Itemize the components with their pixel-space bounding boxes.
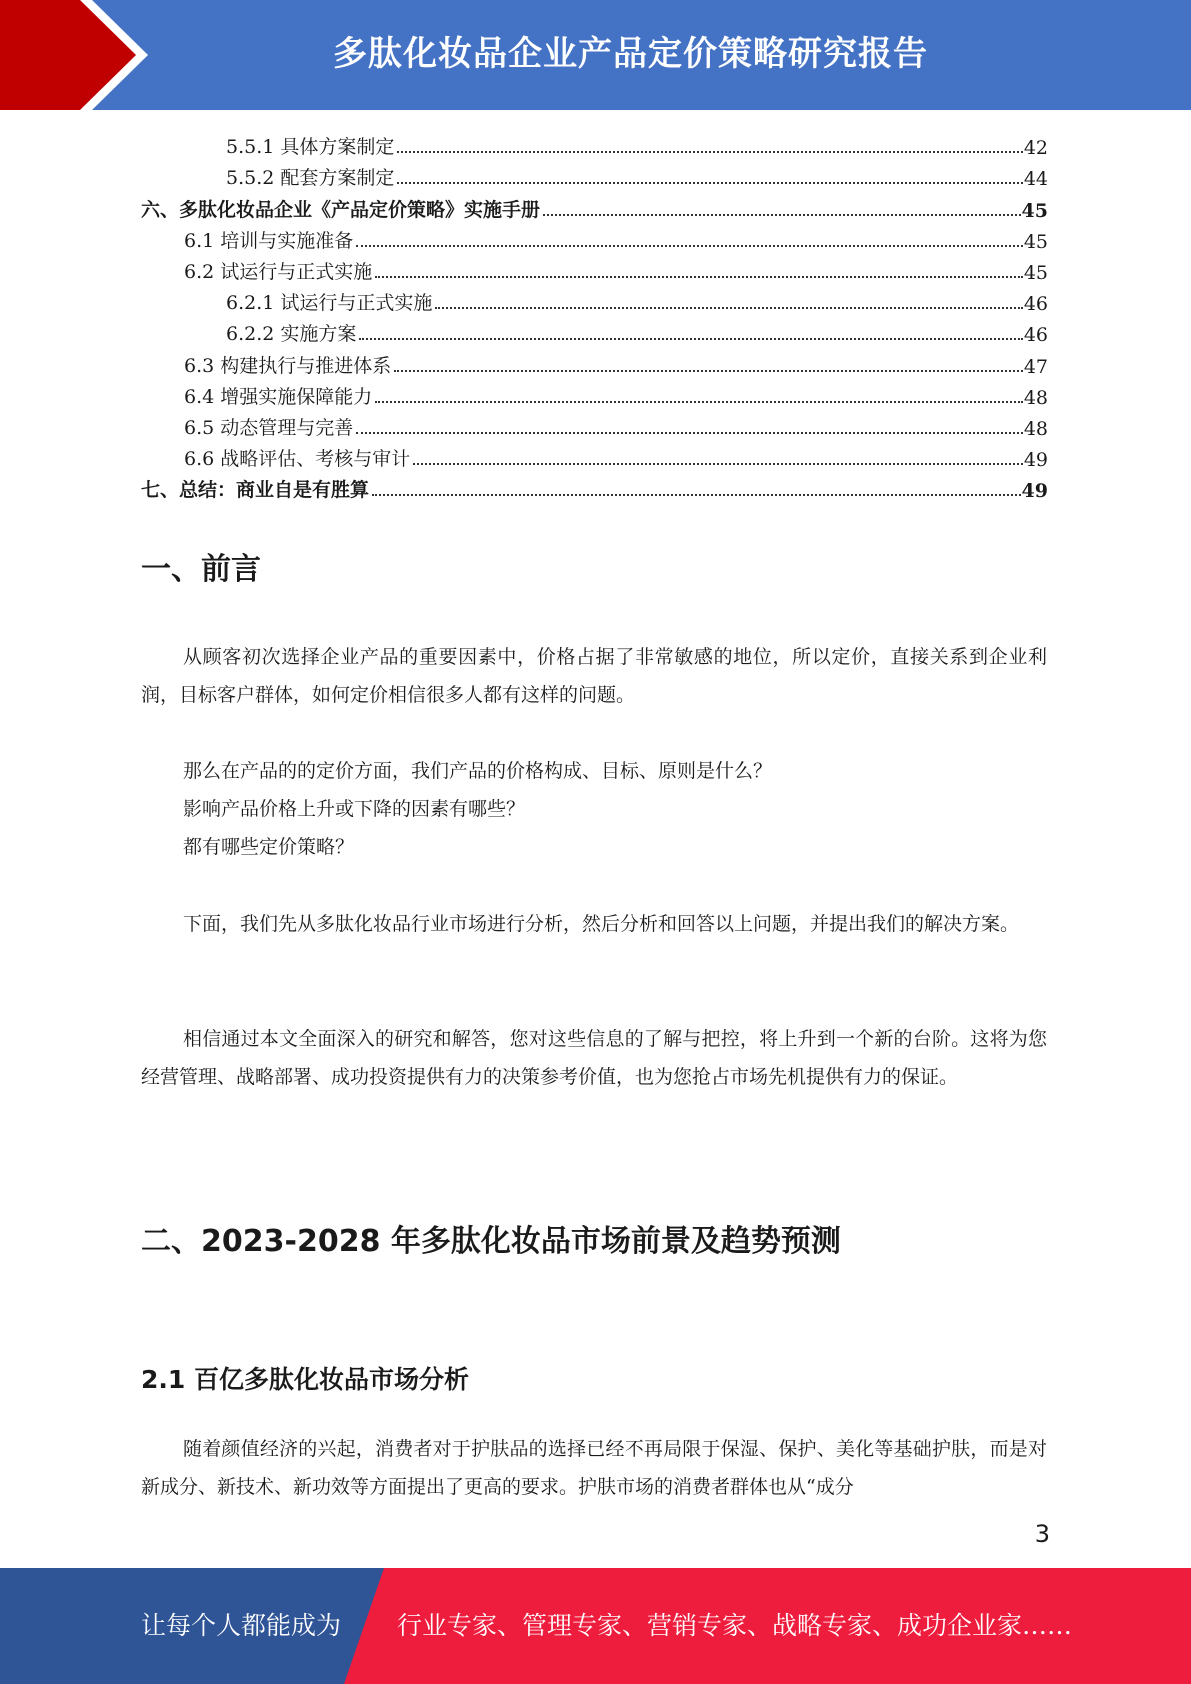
header-title: 多肽化妆品企业产品定价策略研究报告 (333, 34, 928, 74)
toc-entry[interactable] (141, 128, 1048, 159)
toc-entry-page: 45 (1023, 261, 1048, 284)
toc-entry[interactable] (141, 409, 1048, 440)
toc-entry-page: 45 (1023, 230, 1048, 253)
toc-entry[interactable] (141, 378, 1048, 409)
toc-dot-leader (372, 486, 1021, 496)
toc-entry[interactable] (141, 222, 1048, 253)
toc-entry[interactable] (141, 471, 1048, 502)
toc-dot-leader (375, 268, 1023, 278)
toc-entry[interactable] (141, 284, 1048, 315)
toc-entry-page: 46 (1023, 293, 1048, 316)
market-analysis-paragraph: 随着颜值经济的兴起，消费者对于护肤品的选择已经不再局限于保湿、保护、美化等基础护肤，而是对新成分、新技术、新功效等方面提出了更高的要求。护肤市场的消费者群体也从“成分 (141, 1438, 1047, 1498)
toc-entry-title: 6.2 试运行与正式实施 (184, 260, 373, 283)
toc-entry-page: 49 (1023, 449, 1048, 472)
footer-slogan-left: 让每个人都能成为 (141, 1611, 342, 1640)
toc-entry-page: 47 (1023, 355, 1048, 378)
toc-entry[interactable] (141, 346, 1048, 377)
page-header (0, 0, 1191, 110)
toc-entry-title: 6.2.2 实施方案 (226, 323, 357, 346)
toc-dot-leader (413, 455, 1023, 465)
toc-entry[interactable] (141, 315, 1048, 346)
toc-entry[interactable] (141, 190, 1048, 221)
toc-dot-leader (397, 143, 1022, 153)
preface-paragraph-1: 从顾客初次选择企业产品的重要因素中，价格占据了非常敏感的地位，所以定价，直接关系到企业利润，目标客户群体，如何定价相信很多人都有这样的问题。 (141, 646, 1047, 706)
toc-dot-leader (435, 299, 1022, 309)
toc-entry-title: 七、总结：商业自是有胜算 (141, 479, 370, 502)
page-footer (0, 1568, 1191, 1684)
toc-entry-title: 5.5.2 配套方案制定 (226, 167, 395, 190)
preface-paragraph-3: 相信通过本文全面深入的研究和解答，您对这些信息的了解与把控，将上升到一个新的台阶。这将为您经营管理、战略部署、成功投资提供有力的决策参考价值，也为您抢占市场先机提供有力的保证。 (141, 1028, 1047, 1088)
page-number: 3 (1034, 1520, 1050, 1548)
toc-entry[interactable] (141, 253, 1048, 284)
toc-dot-leader (375, 393, 1023, 403)
toc-entry-page: 48 (1023, 417, 1048, 440)
toc-entry-page: 42 (1023, 137, 1048, 160)
toc-entry-page: 44 (1023, 168, 1048, 191)
footer-slogan-right: 行业专家、管理专家、营销专家、战略专家、成功企业家…… (397, 1611, 1073, 1640)
toc-entry-title: 六、多肽化妆品企业《产品定价策略》实施手册 (141, 198, 541, 221)
toc-dot-leader (394, 362, 1023, 372)
toc-dot-leader (356, 237, 1023, 247)
toc-dot-leader (359, 330, 1022, 340)
table-of-contents (141, 128, 1048, 502)
toc-entry-title: 5.5.1 具体方案制定 (226, 136, 395, 159)
toc-entry-title: 6.1 培训与实施准备 (184, 229, 354, 252)
preface-paragraph-2: 下面，我们先从多肽化妆品行业市场进行分析，然后分析和回答以上问题，并提出我们的解决方案。 (183, 913, 1020, 935)
preface-question-3: 都有哪些定价策略？ (183, 836, 355, 858)
toc-dot-leader (543, 206, 1021, 216)
toc-entry-title: 6.6 战略评估、考核与审计 (184, 448, 411, 471)
toc-entry-title: 6.5 动态管理与完善 (184, 416, 354, 439)
toc-entry-page: 45 (1021, 199, 1048, 222)
toc-entry-page: 48 (1023, 386, 1048, 409)
preface-question-1: 那么在产品的的定价方面，我们产品的价格构成、目标、原则是什么？ (183, 760, 773, 782)
section-heading-preface: 一、前言 (141, 552, 261, 587)
toc-entry[interactable] (141, 440, 1048, 471)
preface-question-2: 影响产品价格上升或下降的因素有哪些？ (183, 798, 526, 820)
subsection-heading-market-analysis: 2.1 百亿多肽化妆品市场分析 (141, 1365, 469, 1394)
toc-dot-leader (356, 424, 1023, 434)
toc-entry-title: 6.2.1 试运行与正式实施 (226, 292, 433, 315)
toc-entry[interactable] (141, 159, 1048, 190)
toc-entry-page: 46 (1023, 324, 1048, 347)
toc-entry-title: 6.3 构建执行与推进体系 (184, 354, 392, 377)
section-heading-market-forecast: 二、2023-2028 年多肽化妆品市场前景及趋势预测 (141, 1224, 841, 1259)
toc-dot-leader (397, 174, 1022, 184)
toc-entry-title: 6.4 增强实施保障能力 (184, 385, 373, 408)
toc-entry-page: 49 (1021, 480, 1048, 503)
